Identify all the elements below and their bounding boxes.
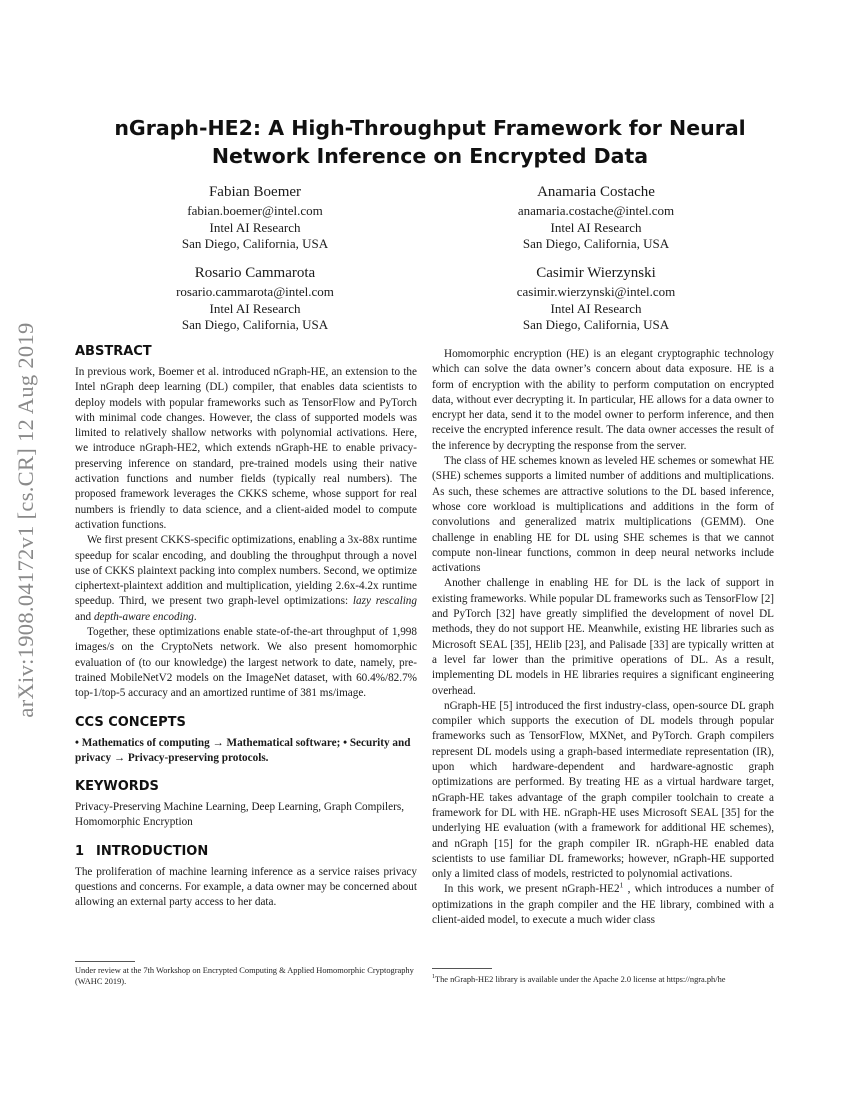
left-column [75, 343, 417, 911]
author-name: Anamaria Costache [537, 184, 655, 200]
title-line-2: Network Inference on Encrypted Data [211, 144, 649, 168]
intro-paragraph-this-work [432, 882, 774, 928]
author-affiliation: Intel AI Research [550, 219, 642, 235]
right-column [432, 347, 774, 928]
author-location: San Diego, California, USA [522, 317, 670, 332]
footnote-number: 1 [432, 974, 435, 980]
abstract-paragraph-1: In previous work, Boemer et al. introduced nGraph-HE, an extension to the Intel nGraph deep learning (DL) compiler, that enables data scientists to deploy models with popular frameworks such as TensorFlow and PyTorch with minimal code changes. However, the class of supported models was limited to relatively shallow networks with polynomial activations. Here, we introduce nGraph-HE2, which extends nGraph-HE to enable privacy-preserving inference on standard, pre-trained models using their native activation functions and number fields (typically real numbers). The proposed framework leverages the CKKS scheme, whose support for real numbers is friendly to data science, and a client-aided model to compute activation functions. [75, 366, 417, 531]
intro-paragraph-she: The class of HE schemes known as leveled HE schemes or somewhat HE (SHE) schemes supports a limited number of additions and multiplications. As such, these schemes are attractive solutions to the DL based inference, whose core workload is multiplications and additions in the form of convolutions and generalized matrix multiplications (GEMM). One challenge in enabling HE for DL using SHE schemes is that we cannot compute non-linear functions, common in deep neural networks include activations [432, 455, 774, 575]
intro-paragraph-frameworks: Another challenge in enabling HE for DL is the lack of support in existing frameworks. While popular DL frameworks such as TensorFlow [2] and PyTorch [32] have greatly simplified the development of novel DL methods, they do not support HE. Meanwhile, existing HE libraries such as Microsoft SEAL [35], HElib [23], and Palisade [33] are typically written at a level far lower than the primitive operations of DL. As a result, implementing DL models in HE libraries requires a significant engineering overhead. [432, 577, 775, 697]
abstract-p2-end: . [193, 610, 197, 623]
emphasis-depth-aware-encoding: depth-aware encoding [93, 610, 194, 623]
footnote-rule-left [75, 961, 135, 962]
author-block-2 [446, 182, 746, 253]
emphasis-lazy-rescaling: lazy rescaling [352, 595, 417, 608]
section-title: INTRODUCTION [96, 843, 209, 859]
author-affiliation: Intel AI Research [209, 300, 301, 316]
author-affiliation: Intel AI Research [209, 219, 301, 235]
title-line-1: nGraph-HE2: A High-Throughput Framework for Neural [114, 116, 746, 140]
author-email: casimir.wierzynski@intel.com [516, 284, 676, 299]
ccs-concepts-text: • Mathematics of computing → Mathematical software; • Security and privacy → Privacy-preserving protocols. [75, 736, 411, 764]
introduction-paragraph-1: The proliferation of machine learning inference as a service raises privacy questions and concerns. For example, a data owner may be concerned about allowing an external party access to her data. [75, 865, 417, 909]
author-email: anamaria.costache@intel.com [517, 203, 675, 218]
abstract-p2-text: We first present CKKS-specific optimizations, enabling a 3x-88x runtime speedup for scalar encoding, and doubling the throughput through a novel use of CKKS plaintext packing into complex numbers. Second, we optimize ciphertext-plaintext addition and multiplication, yielding 2.6x-4.2x runtime speedup. Third, we present two graph-level optimizations: [75, 534, 417, 608]
author-block-1 [105, 182, 405, 253]
footnote-right-text: The nGraph-HE2 library is available under the Apache 2.0 license at https://ngra.ph/he [435, 974, 726, 984]
intro-paragraph-he: Homomorphic encryption (HE) is an elegant cryptographic technology which can solve the data owner’s concern about data exposure. HE is a form of encryption with the ability to perform computation on encrypted data, without ever decrypting it. In particular, HE allows for a data owner to encrypt her data, send it to the model owner to perform inference, and then receive the encrypted inference result. The data owner accesses the result of the inference by decrypting the response from the server. [432, 348, 774, 452]
keywords-heading: KEYWORDS [75, 779, 159, 795]
intro-paragraph-ngraph-he: nGraph-HE [5] introduced the first industry-class, open-source DL graph compiler which supports the execution of DL models through popular frameworks such as TensorFlow, MXNet, and PyTorch. Graph compilers represent DL models using a graph-based intermediate representation (IR), upon which hardware-dependent and hardware-agnostic graph optimizations are performed. By treating HE as a virtual hardware target, nGraph-HE takes advantage of the graph compiler toolchain to create a framework for DL with HE. nGraph-HE uses Microsoft SEAL [35] for the underlying HE evaluation (with a framework for additional HE schemes), and nGraph [15] for the graph compiler IR. nGraph-HE enabled data scientists to use familiar DL frameworks; however, nGraph-HE supported only a limited class of models, restricted to polynomial activations. [432, 699, 774, 881]
abstract-paragraph-3: Together, these optimizations enable state-of-the-art throughput of 1,998 images/s on the CryptoNets network. We also present homomorphic evaluation of (to our knowledge) the largest network to date, namely, pre-trained MobileNetV2 models on the ImageNet dataset, with 60.4%/82.7% top-1/top-5 accuracy and an amortized runtime of 381 ms/image. [75, 626, 417, 700]
abstract-p2-connector: and [75, 610, 94, 623]
footnote-marker: 1 [619, 880, 624, 890]
footnote-rule-right [432, 968, 492, 969]
author-block-3 [105, 263, 405, 334]
footnote-left: Under review at the 7th Workshop on Encrypted Computing & Applied Homomorphic Cryptography (WAHC 2019). [75, 966, 414, 986]
this-work-continued: , which introduces a number of optimizations in the graph compiler and the HE library, combined with a client-aided model, to execute a much wider class [432, 883, 774, 926]
footnote-right [432, 972, 777, 985]
keywords-text: Privacy-Preserving Machine Learning, Deep Learning, Graph Compilers, Homomorphic Encryption [75, 801, 404, 829]
author-block-4 [446, 263, 746, 334]
abstract-heading: ABSTRACT [75, 344, 152, 359]
introduction-heading [75, 843, 417, 861]
author-email: rosario.cammarota@intel.com [176, 284, 334, 299]
abstract-paragraph-2 [75, 533, 417, 625]
author-location: San Diego, California, USA [522, 236, 670, 251]
author-name: Fabian Boemer [208, 184, 302, 200]
author-name: Rosario Cammarota [194, 265, 316, 281]
author-email: fabian.boemer@intel.com [187, 203, 323, 218]
paper-title [90, 114, 770, 170]
author-location: San Diego, California, USA [181, 236, 329, 251]
arxiv-identifier: arXiv:1908.04172v1 [cs.CR] 12 Aug 2019 [13, 322, 38, 718]
author-location: San Diego, California, USA [181, 317, 329, 332]
ccs-heading: CCS CONCEPTS [75, 714, 186, 730]
author-name: Casimir Wierzynski [536, 265, 656, 281]
this-work-text: In this work, we present nGraph-HE2 [444, 883, 620, 896]
section-number: 1 [75, 843, 85, 859]
arxiv-side-stamp [0, 240, 52, 800]
author-affiliation: Intel AI Research [550, 300, 642, 316]
